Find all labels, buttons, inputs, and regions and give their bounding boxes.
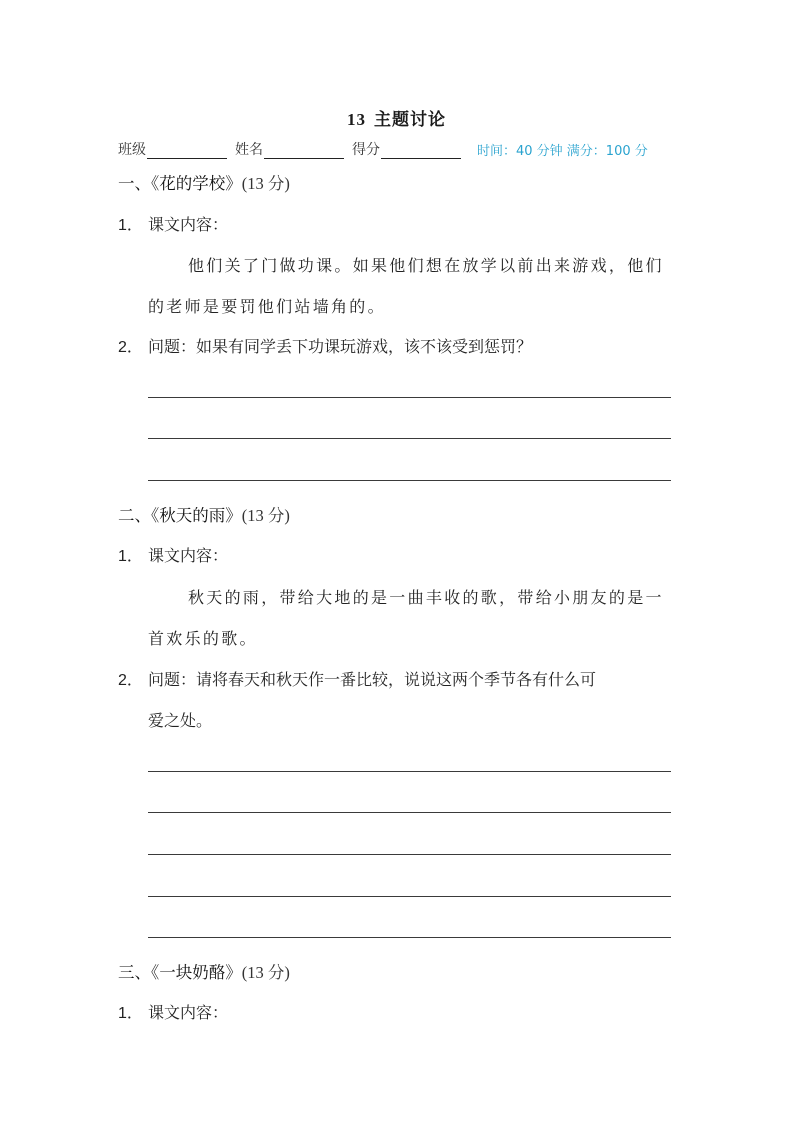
item-text: 问题：请将春天和秋天作一番比较，说说这两个季节各有什么可 (148, 670, 597, 689)
section-1-heading (118, 170, 290, 194)
answer-line[interactable] (148, 937, 671, 938)
section-2-passage-line-2: 首欢乐的歌。 (148, 629, 258, 648)
item-text: 课文内容： (148, 215, 229, 234)
item-text: 课文内容： (148, 546, 229, 565)
section-1-passage-line-1: 他们关了门做功课。如果他们想在放学以前出来游戏，他们 (188, 256, 664, 275)
score-label: 得分 (352, 142, 380, 158)
title-number: 13 (347, 110, 366, 129)
section-3-item-1 (118, 1000, 228, 1023)
item-number: 2． (118, 672, 143, 689)
class-field (118, 139, 227, 159)
answer-line[interactable] (148, 854, 671, 855)
score-blank[interactable] (381, 144, 461, 159)
class-label: 班级 (118, 142, 146, 158)
time-score-info: 时间：40 分钟 满分：100 分 (477, 144, 648, 159)
answer-line[interactable] (148, 438, 671, 439)
section-2-score: (13 分) (241, 506, 290, 525)
student-info-row (118, 139, 648, 159)
item-text: 课文内容： (148, 1003, 229, 1022)
section-2-title: 二、《秋天的雨》 (118, 506, 242, 525)
item-number: 2． (118, 339, 143, 356)
answer-line[interactable] (148, 397, 671, 398)
section-1-title: 一、《花的学校》 (118, 174, 242, 193)
section-1-item-1 (118, 212, 228, 235)
title-text: 主题讨论 (374, 110, 446, 130)
name-label: 姓名 (235, 142, 263, 158)
section-2-passage-line-1: 秋天的雨，带给大地的是一曲丰收的歌，带给小朋友的是一 (188, 588, 664, 607)
section-2-heading (118, 502, 290, 526)
answer-line[interactable] (148, 896, 671, 897)
section-2-item-2-continuation: 爱之处。 (148, 711, 213, 730)
name-field (235, 139, 344, 159)
class-blank[interactable] (147, 144, 227, 159)
answer-line[interactable] (148, 812, 671, 813)
answer-line[interactable] (148, 480, 671, 481)
section-1-score: (13 分) (241, 174, 290, 193)
item-text: 问题：如果有同学丢下功课玩游戏，该不该受到惩罚？ (148, 337, 533, 356)
section-3-title: 三、《一块奶酪》 (118, 963, 242, 982)
item-number: 1． (118, 548, 143, 565)
section-1-passage-line-2: 的老师是要罚他们站墙角的。 (148, 297, 386, 316)
answer-line[interactable] (148, 771, 671, 772)
section-2-item-1 (118, 543, 228, 566)
section-3-score: (13 分) (241, 963, 290, 982)
section-3-heading (118, 959, 290, 983)
score-field (352, 139, 461, 159)
section-2-item-2 (118, 667, 596, 690)
item-number: 1． (118, 217, 143, 234)
item-number: 1． (118, 1005, 143, 1022)
section-1-item-2 (118, 334, 532, 357)
page-title (0, 105, 793, 130)
name-blank[interactable] (264, 144, 344, 159)
